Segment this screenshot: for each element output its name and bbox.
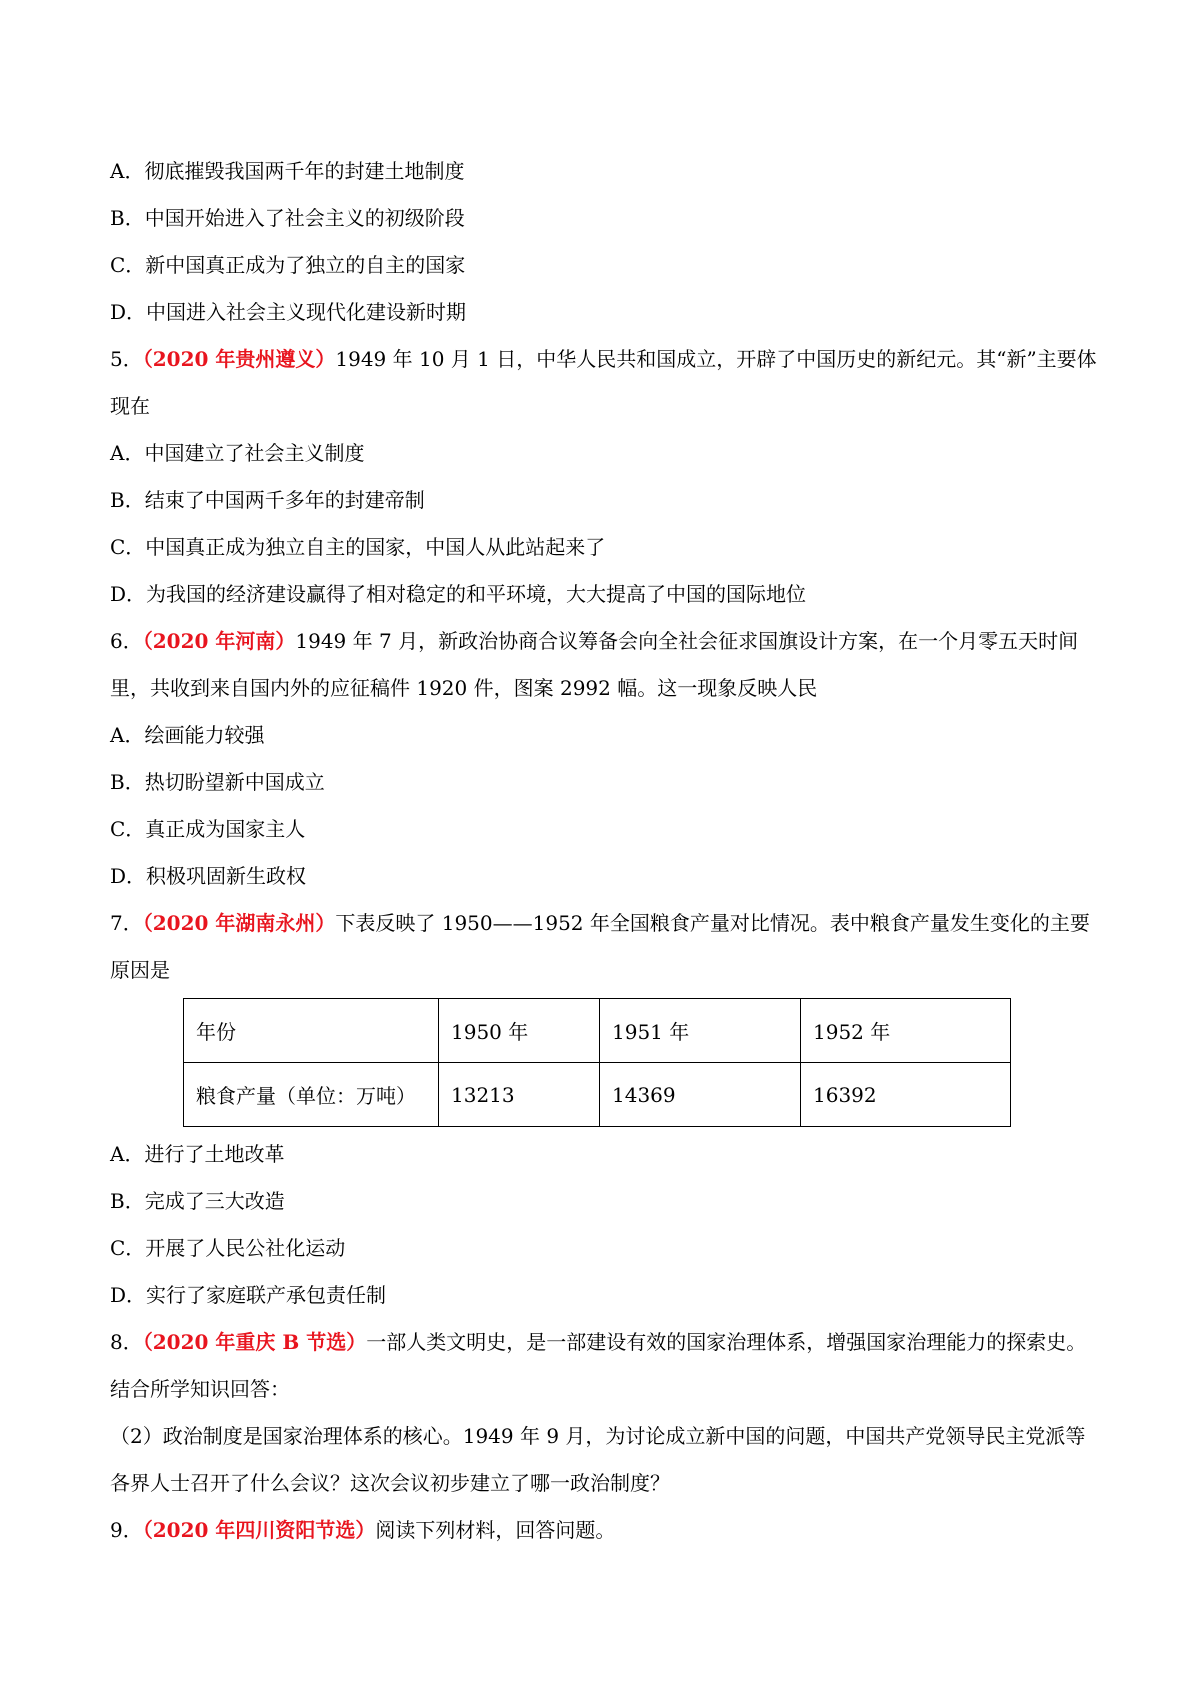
option-a: A．彻底摧毁我国两千年的封建土地制度 [110, 159, 465, 183]
option-a: A．绘画能力较强 [110, 723, 265, 747]
question-text: 阅读下列材料，回答问题。 [375, 1518, 616, 1542]
option-d: D．为我国的经济建设赢得了相对稳定的和平环境，大大提高了中国的国际地位 [110, 582, 807, 606]
question-5-stem [110, 336, 1100, 430]
question-source: （2020 年湖南永州） [142, 911, 336, 935]
question-5 [110, 336, 1100, 618]
question-number: 9． [110, 1518, 143, 1542]
question-number: 5． [110, 347, 143, 371]
option-c: C．新中国真正成为了独立的自主的国家 [110, 253, 466, 277]
question-number: 6． [110, 629, 143, 653]
document-page [110, 148, 1100, 1554]
question-number: 8． [110, 1330, 143, 1354]
table-cell: 1950 年 [439, 999, 600, 1063]
question-number: 7． [110, 911, 143, 935]
table-cell: 1952 年 [801, 999, 1011, 1063]
option-d: D．中国进入社会主义现代化建设新时期 [110, 300, 467, 324]
table-cell: 14369 [600, 1063, 801, 1127]
table-header-row [184, 999, 1011, 1063]
option-a: A．进行了土地改革 [110, 1142, 285, 1166]
question-source: （2020 年重庆 B 节选） [142, 1330, 367, 1354]
option-b: B．完成了三大改造 [110, 1189, 285, 1213]
table-cell: 1951 年 [600, 999, 801, 1063]
question-source: （2020 年贵州遵义） [142, 347, 336, 371]
option-c: C．真正成为国家主人 [110, 817, 306, 841]
option-b: B．热切盼望新中国成立 [110, 770, 325, 794]
question-8 [110, 1319, 1100, 1507]
question-source: （2020 年四川资阳节选） [142, 1518, 376, 1542]
grain-output-table [183, 998, 1011, 1127]
table-cell: 16392 [801, 1063, 1011, 1127]
option-d: D．实行了家庭联产承包责任制 [110, 1283, 387, 1307]
question-6-stem [110, 618, 1100, 712]
question-6 [110, 618, 1100, 900]
question-text: 1949 年 7 月，新政治协商合议筹备会向全社会征求国旗设计方案，在一个月零五天时间里，共收到来自国内外的应征稿件 1920 件，图案 2992 幅。这一现象反映人民 [110, 629, 1079, 700]
option-a: A．中国建立了社会主义制度 [110, 441, 365, 465]
question-9 [110, 1507, 1100, 1554]
question-text: 1949 年 10 月 1 日，中华人民共和国成立，开辟了中国历史的新纪元。其“新”主要体现在 [110, 347, 1097, 418]
question-8-subquestion: （2）政治制度是国家治理体系的核心。1949 年 9 月，为讨论成立新中国的问题，中国共产党领导民主党派等各界人士召开了什么会议？这次会议初步建立了哪一政治制度？ [110, 1424, 1086, 1495]
option-b: B．中国开始进入了社会主义的初级阶段 [110, 206, 465, 230]
option-d: D．积极巩固新生政权 [110, 864, 307, 888]
question-7-stem [110, 900, 1100, 994]
question-source: （2020 年河南） [142, 629, 296, 653]
option-c: C．开展了人民公社化运动 [110, 1236, 346, 1260]
question-text: 一部人类文明史，是一部建设有效的国家治理体系，增强国家治理能力的探索史。结合所学知识回答： [110, 1330, 1087, 1401]
question-text: 下表反映了 1950——1952 年全国粮食产量对比情况。表中粮食产量发生变化的主要原因是 [110, 911, 1090, 982]
table-cell: 年份 [184, 999, 439, 1063]
option-b: B．结束了中国两千多年的封建帝制 [110, 488, 425, 512]
question-9-stem [110, 1507, 1100, 1554]
question-8-stem [110, 1319, 1100, 1413]
question-4-options [110, 148, 1100, 336]
table-cell: 13213 [439, 1063, 600, 1127]
option-c: C．中国真正成为独立自主的国家，中国人从此站起来了 [110, 535, 606, 559]
table-cell: 粮食产量（单位：万吨） [184, 1063, 439, 1127]
question-7 [110, 900, 1100, 1319]
table-row [184, 1063, 1011, 1127]
